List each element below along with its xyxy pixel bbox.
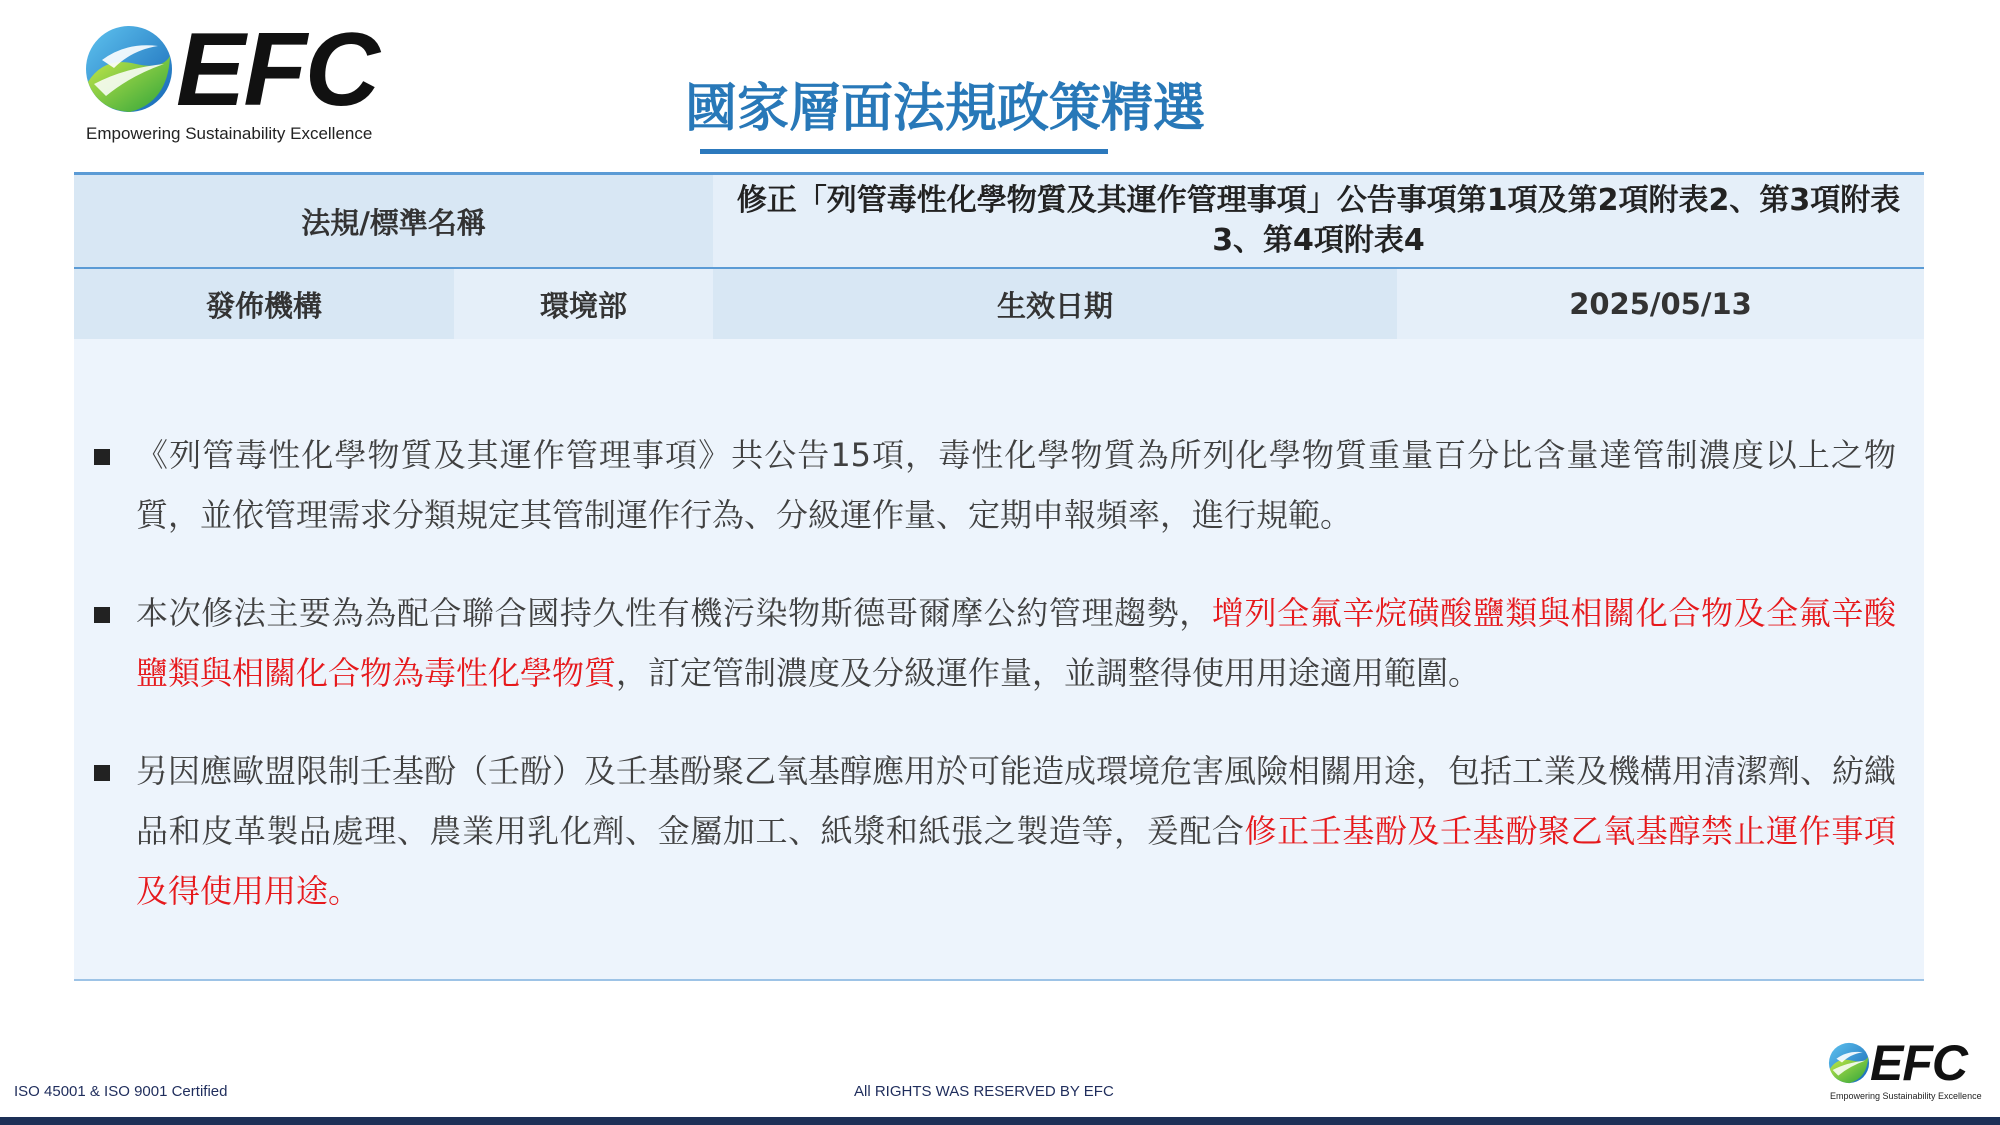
bullet-text-part: 本次修法主要為為配合聯合國持久性有機污染物斯德哥爾摩公約管理趨勢， (136, 594, 1212, 632)
bullet-text (136, 741, 1896, 921)
bullet-text (136, 583, 1896, 703)
bullet-square-icon (94, 765, 110, 781)
bullet-square-icon (94, 449, 110, 465)
bullet-text-part: 另因應歐盟限制壬基酚（壬酚）及壬基酚聚乙氧基醇應用於可能造成環境危害風險相關用途，包括工業及機構用清潔劑、紡織品和皮革製品處理、農業用乳化劑、金屬加工、紙漿和紙張之製造等，爰配合 (136, 752, 1897, 850)
page-title: 國家層面法規政策精選 (684, 79, 1205, 139)
certification-text: ISO 45001 & ISO 9001 Certified (14, 1083, 228, 1100)
title-underline (700, 149, 1108, 154)
highlighted-text: 修正壬基酚及壬基酚聚乙氧基醇禁止運作事項及得使用用途。 (136, 812, 1896, 910)
table-row-meta (74, 269, 1924, 339)
globe-swoosh-icon (1828, 1042, 1870, 1084)
copyright-text: All RIGHTS WAS RESERVED BY EFC (854, 1083, 1114, 1100)
bottom-bar (0, 1117, 2000, 1125)
efc-logo-small (1828, 1035, 1988, 1108)
agency-label: 發佈機構 (74, 269, 454, 339)
effective-date-value: 2025/05/13 (1397, 269, 1924, 339)
logo-tagline: Empowering Sustainability Excellence (86, 124, 373, 143)
bullet-text-part: 《列管毒性化學物質及其運作管理事項》共公告15項，毒性化學物質為所列化學物質重量百分比含量達管制濃度以上之物質，並依管理需求分類規定其管制運作行為、分級運作量、定期申報頻率，進行規範。 (136, 436, 1896, 534)
efc-logo (84, 12, 404, 148)
logo-wordmark: EFC (176, 12, 378, 128)
highlighted-text: 增列全氟辛烷磺酸鹽類與相關化合物及全氟辛酸鹽類與相關化合物為毒性化學物質 (136, 594, 1896, 692)
summary-content (74, 339, 1924, 981)
agency-value: 環境部 (454, 269, 713, 339)
logo-tagline: Empowering Sustainability Excellence (1830, 1091, 1982, 1101)
bullet-square-icon (94, 607, 110, 623)
law-name-label: 法規/標準名稱 (74, 175, 713, 267)
globe-swoosh-icon (84, 24, 174, 114)
table-row-law-name (74, 175, 1924, 267)
logo-wordmark: EFC (1870, 1035, 1967, 1091)
bullet-text (136, 425, 1896, 545)
bullet-text-part: ，訂定管制濃度及分級運作量，並調整得使用用途適用範圍。 (616, 654, 1481, 692)
law-name-value: 修正「列管毒性化學物質及其運作管理事項」公告事項第1項及第2項附表2、第3項附表3、第4項附表4 (713, 175, 1924, 267)
effective-date-label: 生效日期 (713, 269, 1397, 339)
